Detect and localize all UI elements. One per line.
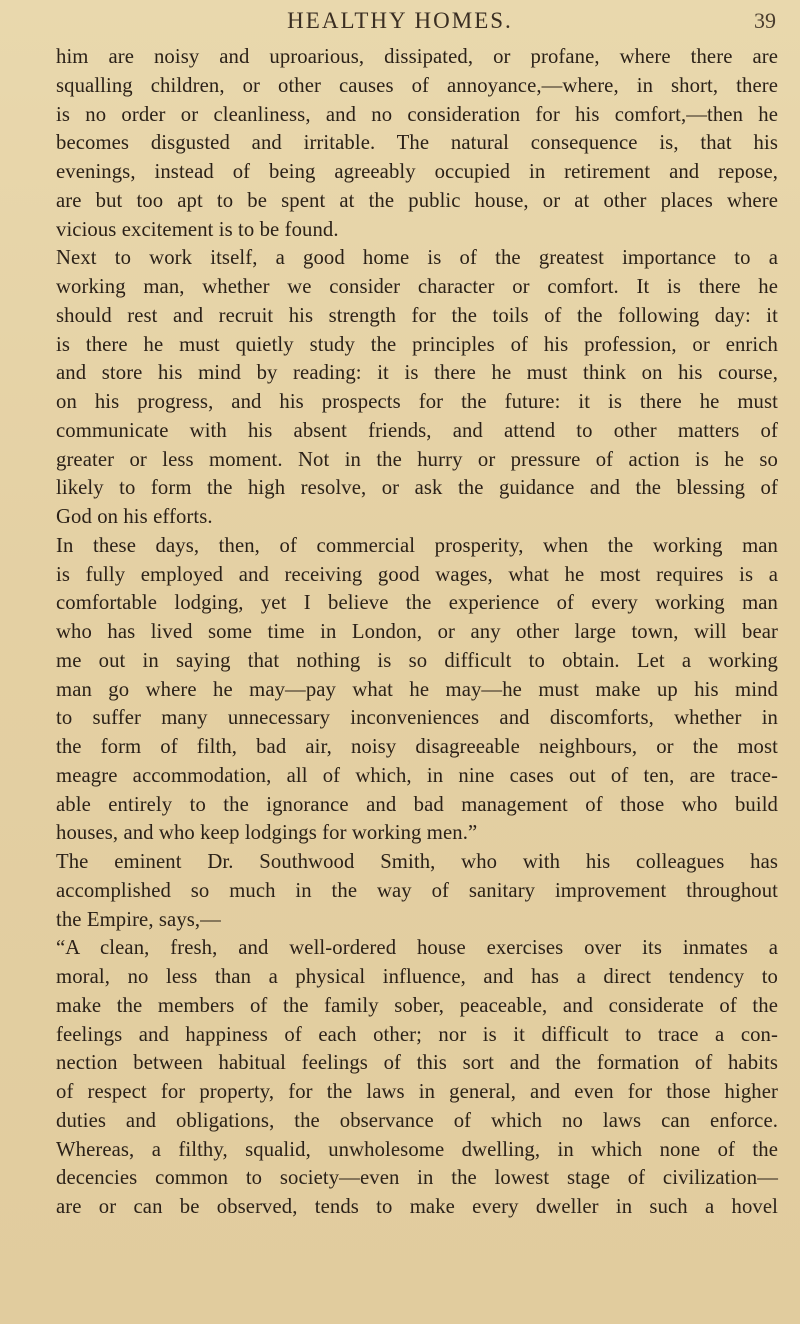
text-line: squalling children, or other causes of annoyance,—where, in short, there bbox=[56, 74, 778, 97]
text-line: should rest and recruit his strength for the toils of the following day: it bbox=[56, 304, 778, 327]
text-line: the form of filth, bad air, noisy disagreeable neighbours, or the most bbox=[56, 736, 778, 758]
text-line: and store his mind by reading: it is there he must think on his course, bbox=[56, 362, 778, 385]
text-line: “A clean, fresh, and well-ordered house exercises over its inmates a bbox=[56, 937, 778, 960]
text-line: greater or less moment. Not in the hurry or pressure of action is he so bbox=[56, 448, 778, 471]
running-title: HEALTHY HOMES. bbox=[287, 8, 513, 33]
text-line: on his progress, and his prospects for the future: it is there he must bbox=[56, 391, 778, 413]
text-line: feelings and happiness of each other; nor is it difficult to trace a con- bbox=[56, 1023, 778, 1046]
page-number: 39 bbox=[754, 8, 776, 33]
text-line: vicious excitement is to be found. bbox=[56, 218, 339, 241]
text-line: likely to form the high resolve, or ask the guidance and the blessing of bbox=[56, 477, 778, 500]
text-line: Next to work itself, a good home is of the greatest importance to a bbox=[56, 247, 778, 270]
text-line: meagre accommodation, all of which, in nine cases out of ten, are trace- bbox=[56, 764, 778, 787]
text-line: evenings, instead of being agreeably occupied in retirement and repose, bbox=[56, 161, 778, 183]
text-line: are but too apt to be spent at the public house, or at other places where bbox=[56, 189, 778, 212]
text-line: becomes disgusted and irritable. The natural consequence is, that his bbox=[56, 132, 778, 155]
text-line: who has lived some time in London, or any other large town, will bear bbox=[56, 621, 778, 643]
running-head bbox=[0, 6, 800, 40]
text-line: him are noisy and uproarious, dissipated, or profane, where there are bbox=[56, 46, 778, 68]
text-line: nection between habitual feelings of this sort and the formation of habits bbox=[56, 1052, 778, 1075]
text-line: working man, whether we consider character or comfort. It is there he bbox=[56, 276, 778, 298]
text-line: moral, no less than a physical influence, and has a direct tendency to bbox=[56, 966, 778, 988]
text-line: In these days, then, of commercial prosperity, when the working man bbox=[56, 534, 778, 557]
text-line: are or can be observed, tends to make every dweller in such a hovel bbox=[56, 1196, 778, 1218]
text-line: is fully employed and receiving good wages, what he most requires is a bbox=[56, 563, 778, 586]
text-line: make the members of the family sober, peaceable, and considerate of the bbox=[56, 994, 778, 1017]
text-line: to suffer many unnecessary inconveniences and discomforts, whether in bbox=[56, 707, 778, 730]
text-line: able entirely to the ignorance and bad management of those who build bbox=[56, 793, 778, 816]
text-line: duties and obligations, the observance of which no laws can enforce. bbox=[56, 1109, 778, 1132]
text-line: the Empire, says,— bbox=[56, 908, 221, 931]
text-line: comfortable lodging, yet I believe the experience of every working man bbox=[56, 592, 778, 615]
text-line: God on his efforts. bbox=[56, 506, 213, 528]
text-line: of respect for property, for the laws in general, and even for those higher bbox=[56, 1081, 778, 1103]
text-line: is no order or cleanliness, and no consideration for his comfort,—then he bbox=[56, 103, 778, 126]
text-line: houses, and who keep lodgings for working men.” bbox=[56, 822, 478, 845]
text-line: accomplished so much in the way of sanitary improvement throughout bbox=[56, 879, 778, 902]
text-line: me out in saying that nothing is so difficult to obtain. Let a working bbox=[56, 649, 778, 672]
text-line: is there he must quietly study the principles of his profession, or enrich bbox=[56, 333, 778, 356]
text-line: The eminent Dr. Southwood Smith, who with his colleagues has bbox=[56, 851, 778, 873]
text-line: communicate with his absent friends, and attend to other matters of bbox=[56, 419, 778, 442]
text-line: man go where he may—pay what he may—he must make up his mind bbox=[56, 678, 778, 701]
body-text bbox=[56, 43, 778, 1222]
text-line: Whereas, a filthy, squalid, unwholesome dwelling, in which none of the bbox=[56, 1138, 778, 1161]
text-line: decencies common to society—even in the lowest stage of civilization— bbox=[56, 1167, 778, 1190]
